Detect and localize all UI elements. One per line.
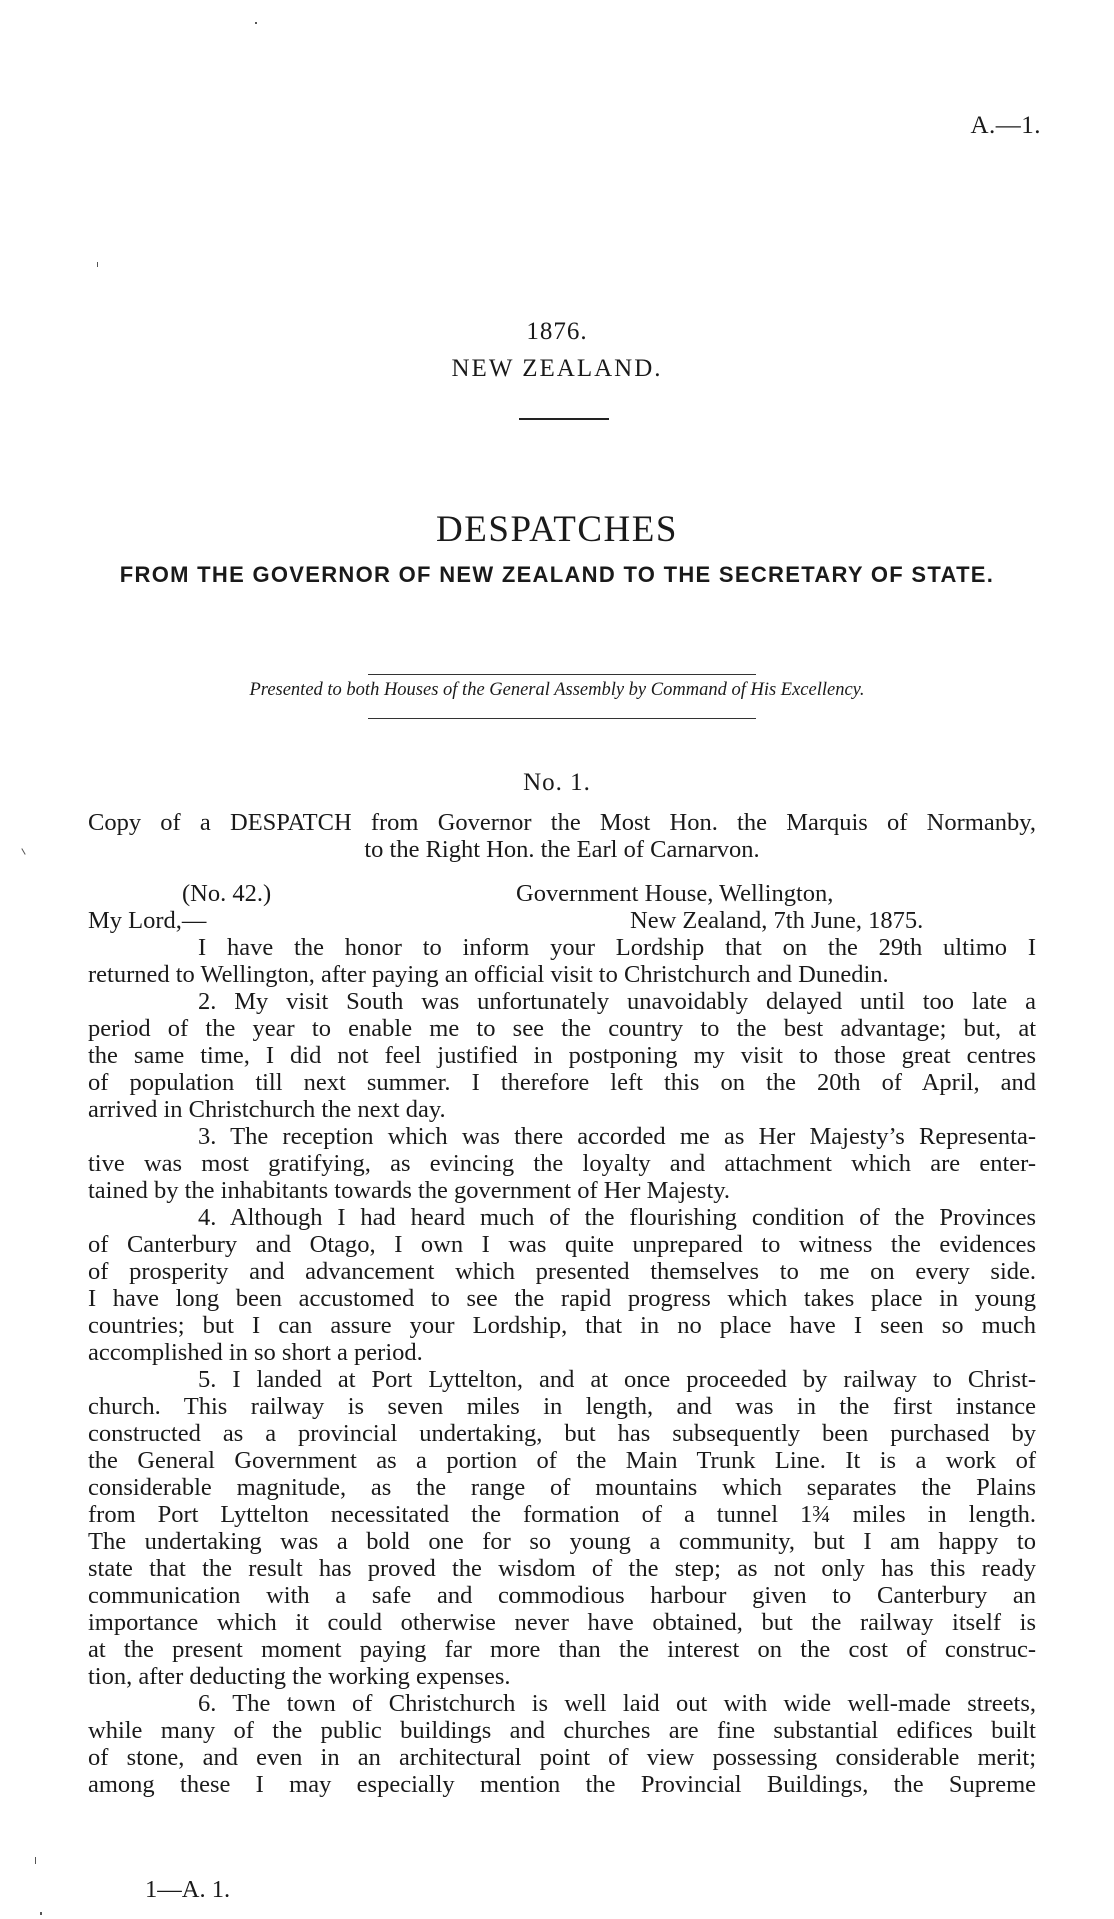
body-line: 3. The reception which was there accorded me as Her Majesty’s Representa- [198, 1123, 1036, 1150]
document-year: 1876. [526, 318, 588, 345]
body-line: of prosperity and advancement which presented themselves to me on every side. [88, 1258, 1036, 1285]
presented-note: Presented to both Houses of the General Assembly by Command of His Excellency. [249, 680, 865, 700]
body-line: church. This railway is seven miles in length, and was in the first instance [88, 1393, 1036, 1420]
body-line: from Port Lyttelton necessitated the formation of a tunnel 1¾ miles in length. [88, 1501, 1036, 1528]
scan-speck [97, 262, 98, 267]
body-line: considerable magnitude, as the range of mountains which separates the Plains [88, 1474, 1036, 1501]
despatch-heading-line-2: to the Right Hon. the Earl of Carnarvon. [364, 836, 760, 863]
body-line: The undertaking was a bold one for so young a community, but I am happy to [88, 1528, 1036, 1555]
body-line: tive was most gratifying, as evincing the loyalty and attachment which are enter- [88, 1150, 1036, 1177]
sheet-reference: 1—A. 1. [145, 1876, 231, 1903]
despatch-ref-number: (No. 42.) [182, 880, 272, 907]
body-line: I have the honor to inform your Lordship that on the 29th ultimo I [198, 934, 1036, 961]
page-reference: A.—1. [970, 112, 1041, 139]
body-line: 6. The town of Christchurch is well laid out with wide well-made streets, [198, 1690, 1036, 1717]
salutation: My Lord,— [88, 907, 207, 934]
body-line: period of the year to enable me to see the country to the best advantage; but, at [88, 1015, 1036, 1042]
body-line: 5. I landed at Port Lyttelton, and at once proceeded by railway to Christ- [198, 1366, 1036, 1393]
despatch-date: New Zealand, 7th June, 1875. [630, 907, 924, 934]
body-line: constructed as a provincial undertaking, but has subsequently been purchased by [88, 1420, 1036, 1447]
title-divider [519, 418, 609, 420]
body-line: state that the result has proved the wisdom of the step; as not only has this ready [88, 1555, 1036, 1582]
scan-speck [40, 1912, 42, 1915]
despatch-heading-line-1: Copy of a DESPATCH from Governor the Most Hon. the Marquis of Normanby, [88, 809, 1036, 836]
despatch-place: Government House, Wellington, [516, 880, 834, 907]
body-line: I have long been accustomed to see the rapid progress which takes place in young [88, 1285, 1036, 1312]
body-line: arrived in Christchurch the next day. [88, 1096, 446, 1123]
body-line: of stone, and even in an architectural point of view possessing considerable merit; [88, 1744, 1036, 1771]
body-line: returned to Wellington, after paying an official visit to Christchurch and Dunedin. [88, 961, 889, 988]
body-line: the General Government as a portion of the Main Trunk Line. It is a work of [88, 1447, 1036, 1474]
body-line: the same time, I did not feel justified in postponing my visit to those great centres [88, 1042, 1036, 1069]
presented-rule-bottom [368, 718, 756, 719]
body-line: tained by the inhabitants towards the government of Her Majesty. [88, 1177, 731, 1204]
body-line: among these I may especially mention the Provincial Buildings, the Supreme [88, 1771, 1036, 1798]
scan-speck [35, 1857, 36, 1864]
scan-speck [255, 22, 257, 24]
body-line: of population till next summer. I therefore left this on the 20th of April, and [88, 1069, 1036, 1096]
body-line: 2. My visit South was unfortunately unavoidably delayed until too late a [198, 988, 1036, 1015]
body-line: at the present moment paying far more than the interest on the cost of construc- [88, 1636, 1036, 1663]
scan-speck [21, 848, 25, 855]
body-line: communication with a safe and commodious harbour given to Canterbury an [88, 1582, 1036, 1609]
body-line: 4. Although I had heard much of the flourishing condition of the Provinces [198, 1204, 1036, 1231]
body-line: while many of the public buildings and churches are fine substantial edifices built [88, 1717, 1036, 1744]
body-line: countries; but I can assure your Lordship, that in no place have I seen so much [88, 1312, 1036, 1339]
body-line: accomplished in so short a period. [88, 1339, 423, 1366]
presented-rule-top [368, 674, 756, 675]
document-country: NEW ZEALAND. [451, 355, 663, 382]
page-subtitle: FROM THE GOVERNOR OF NEW ZEALAND TO THE SECRETARY OF STATE. [119, 562, 995, 587]
body-line: of Canterbury and Otago, I own I was quite unprepared to witness the evidences [88, 1231, 1036, 1258]
page-title: DESPATCHES [436, 509, 678, 550]
body-line: importance which it could otherwise never have obtained, but the railway itself is [88, 1609, 1036, 1636]
body-line: tion, after deducting the working expenses. [88, 1663, 511, 1690]
despatch-heading [88, 809, 1036, 863]
despatch-number: No. 1. [523, 769, 591, 796]
